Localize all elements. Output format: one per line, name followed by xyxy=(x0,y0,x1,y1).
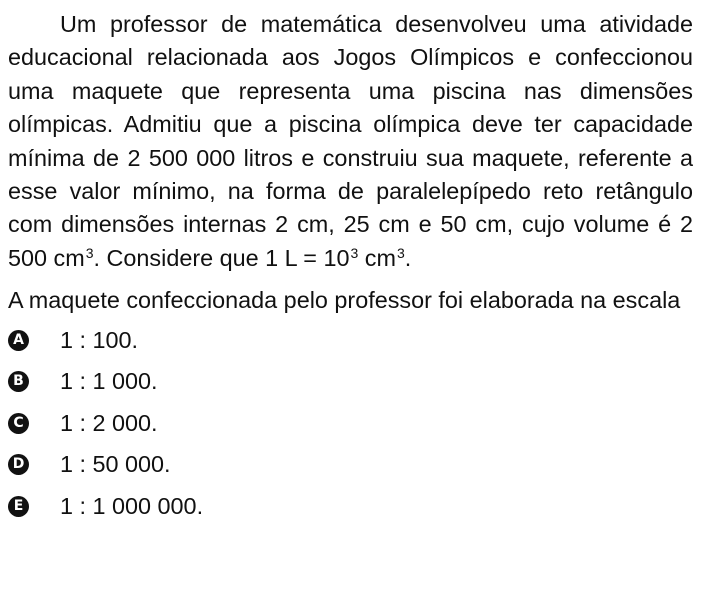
statement-text: Um professor de matemática desenvolveu uma atividade educacional relacionada aos Jogos Olímpicos e confeccionou uma maquete que representa uma piscina nas dimensões olímpicas. Admitiu que a piscina olímpica deve ter capacidade mínima de 2 500 000 litros e construiu sua maquete, referente a esse valor mínimo, na forma de paralelepípedo reto retângulo com dimensões internas 2 cm, 25 cm e 50 cm, cujo volume é 2 500 cm xyxy=(8,11,693,271)
option-c[interactable] xyxy=(8,403,693,445)
option-letter-badge: A xyxy=(8,330,29,351)
superscript-exponent: 3 xyxy=(85,244,94,261)
statement-text: cm xyxy=(358,244,396,271)
option-b[interactable] xyxy=(8,361,693,403)
option-letter-badge: B xyxy=(8,371,29,392)
option-text: 1 : 50 000. xyxy=(60,451,171,478)
option-text: 1 : 2 000. xyxy=(60,409,158,436)
option-a[interactable] xyxy=(8,320,693,362)
option-d[interactable] xyxy=(8,444,693,486)
question-prompt: A maquete confeccionada pelo professor foi elaborada na escala xyxy=(8,287,681,314)
option-letter-badge: C xyxy=(8,413,29,434)
superscript-exponent: 3 xyxy=(396,244,405,261)
option-text: 1 : 1 000. xyxy=(60,368,158,395)
option-text: 1 : 100. xyxy=(60,326,139,353)
option-letter-badge: E xyxy=(8,496,29,517)
statement-text: . Considere que 1 L = 10 xyxy=(93,244,350,271)
option-e[interactable] xyxy=(8,486,693,528)
question-statement xyxy=(8,8,693,275)
statement-text: . xyxy=(404,244,412,271)
option-text: 1 : 1 000 000. xyxy=(60,492,204,519)
option-letter-badge: D xyxy=(8,454,29,475)
superscript-exponent: 3 xyxy=(350,244,359,261)
answer-options xyxy=(8,320,693,528)
